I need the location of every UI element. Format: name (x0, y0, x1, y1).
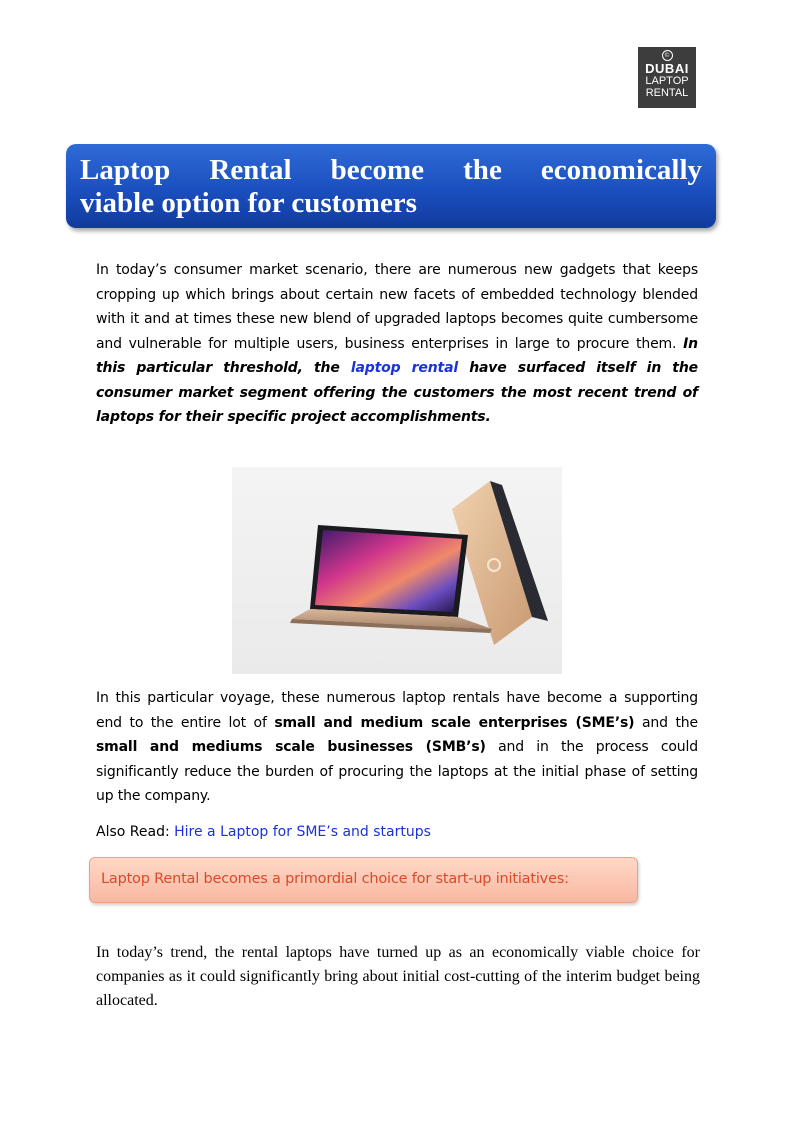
voyage-bold-sme: small and medium scale enterprises (SME’s) (274, 714, 635, 731)
also-read (96, 821, 431, 843)
dubai-laptop-rental-logo (638, 47, 696, 108)
voyage-paragraph (96, 686, 698, 809)
logo-line-3: RENTAL (645, 87, 689, 99)
trend-paragraph: In today’s trend, the rental laptops have turned up as an economically viable choice for companies as it could significantly bring about initial cost-cutting of the interim budget being allocated. (96, 944, 700, 1009)
intro-paragraph (96, 258, 698, 430)
intro-emphasis-after: have surfaced itself in the consumer market segment offering the customers the most recent trend of laptops for their specific project accomplishments. (96, 360, 698, 425)
copyright-icon: © (662, 50, 673, 61)
laptop-illustration (232, 467, 562, 674)
logo-line-1: DUBAI (645, 61, 689, 76)
intro-emphasis-before: In this particular threshold, the (96, 335, 698, 376)
hire-laptop-link[interactable]: Hire a Laptop for SME’s and startups (174, 824, 431, 840)
voyage-text-1: In this particular voyage, these numerous laptop rentals have become a supporting end to the entire lot of (96, 690, 698, 731)
voyage-text-2: and the (634, 714, 698, 731)
also-read-label: Also Read: (96, 824, 175, 840)
logo-line-2: LAPTOP (645, 75, 689, 87)
section-heading-text: Laptop Rental becomes a primordial choice for start-up initiatives: (101, 871, 569, 887)
intro-text: In today’s consumer market scenario, there are numerous new gadgets that keeps cropping up which brings about certain new facets of embedded technology blended with it and at times these new blend of upgraded laptops becomes quite cumbersome and vulnerable for multiple users, business enterprises in large to procure them. (96, 262, 698, 352)
laptop-photo (232, 467, 562, 674)
front-laptop-screen (315, 530, 462, 612)
page-title-line-2: viable option for customers (80, 187, 417, 219)
title-banner (66, 144, 716, 228)
voyage-bold-smb: small and mediums scale businesses (SMB’s) (96, 739, 486, 755)
page-title (80, 154, 702, 220)
page-title-line-1: Laptop Rental become the economically (80, 154, 702, 186)
laptop-rental-link[interactable]: laptop rental (350, 360, 459, 376)
section-heading (89, 857, 638, 903)
voyage-text-3: and in the process could significantly reduce the burden of procuring the laptops at the initial phase of setting up the company. (96, 739, 698, 804)
